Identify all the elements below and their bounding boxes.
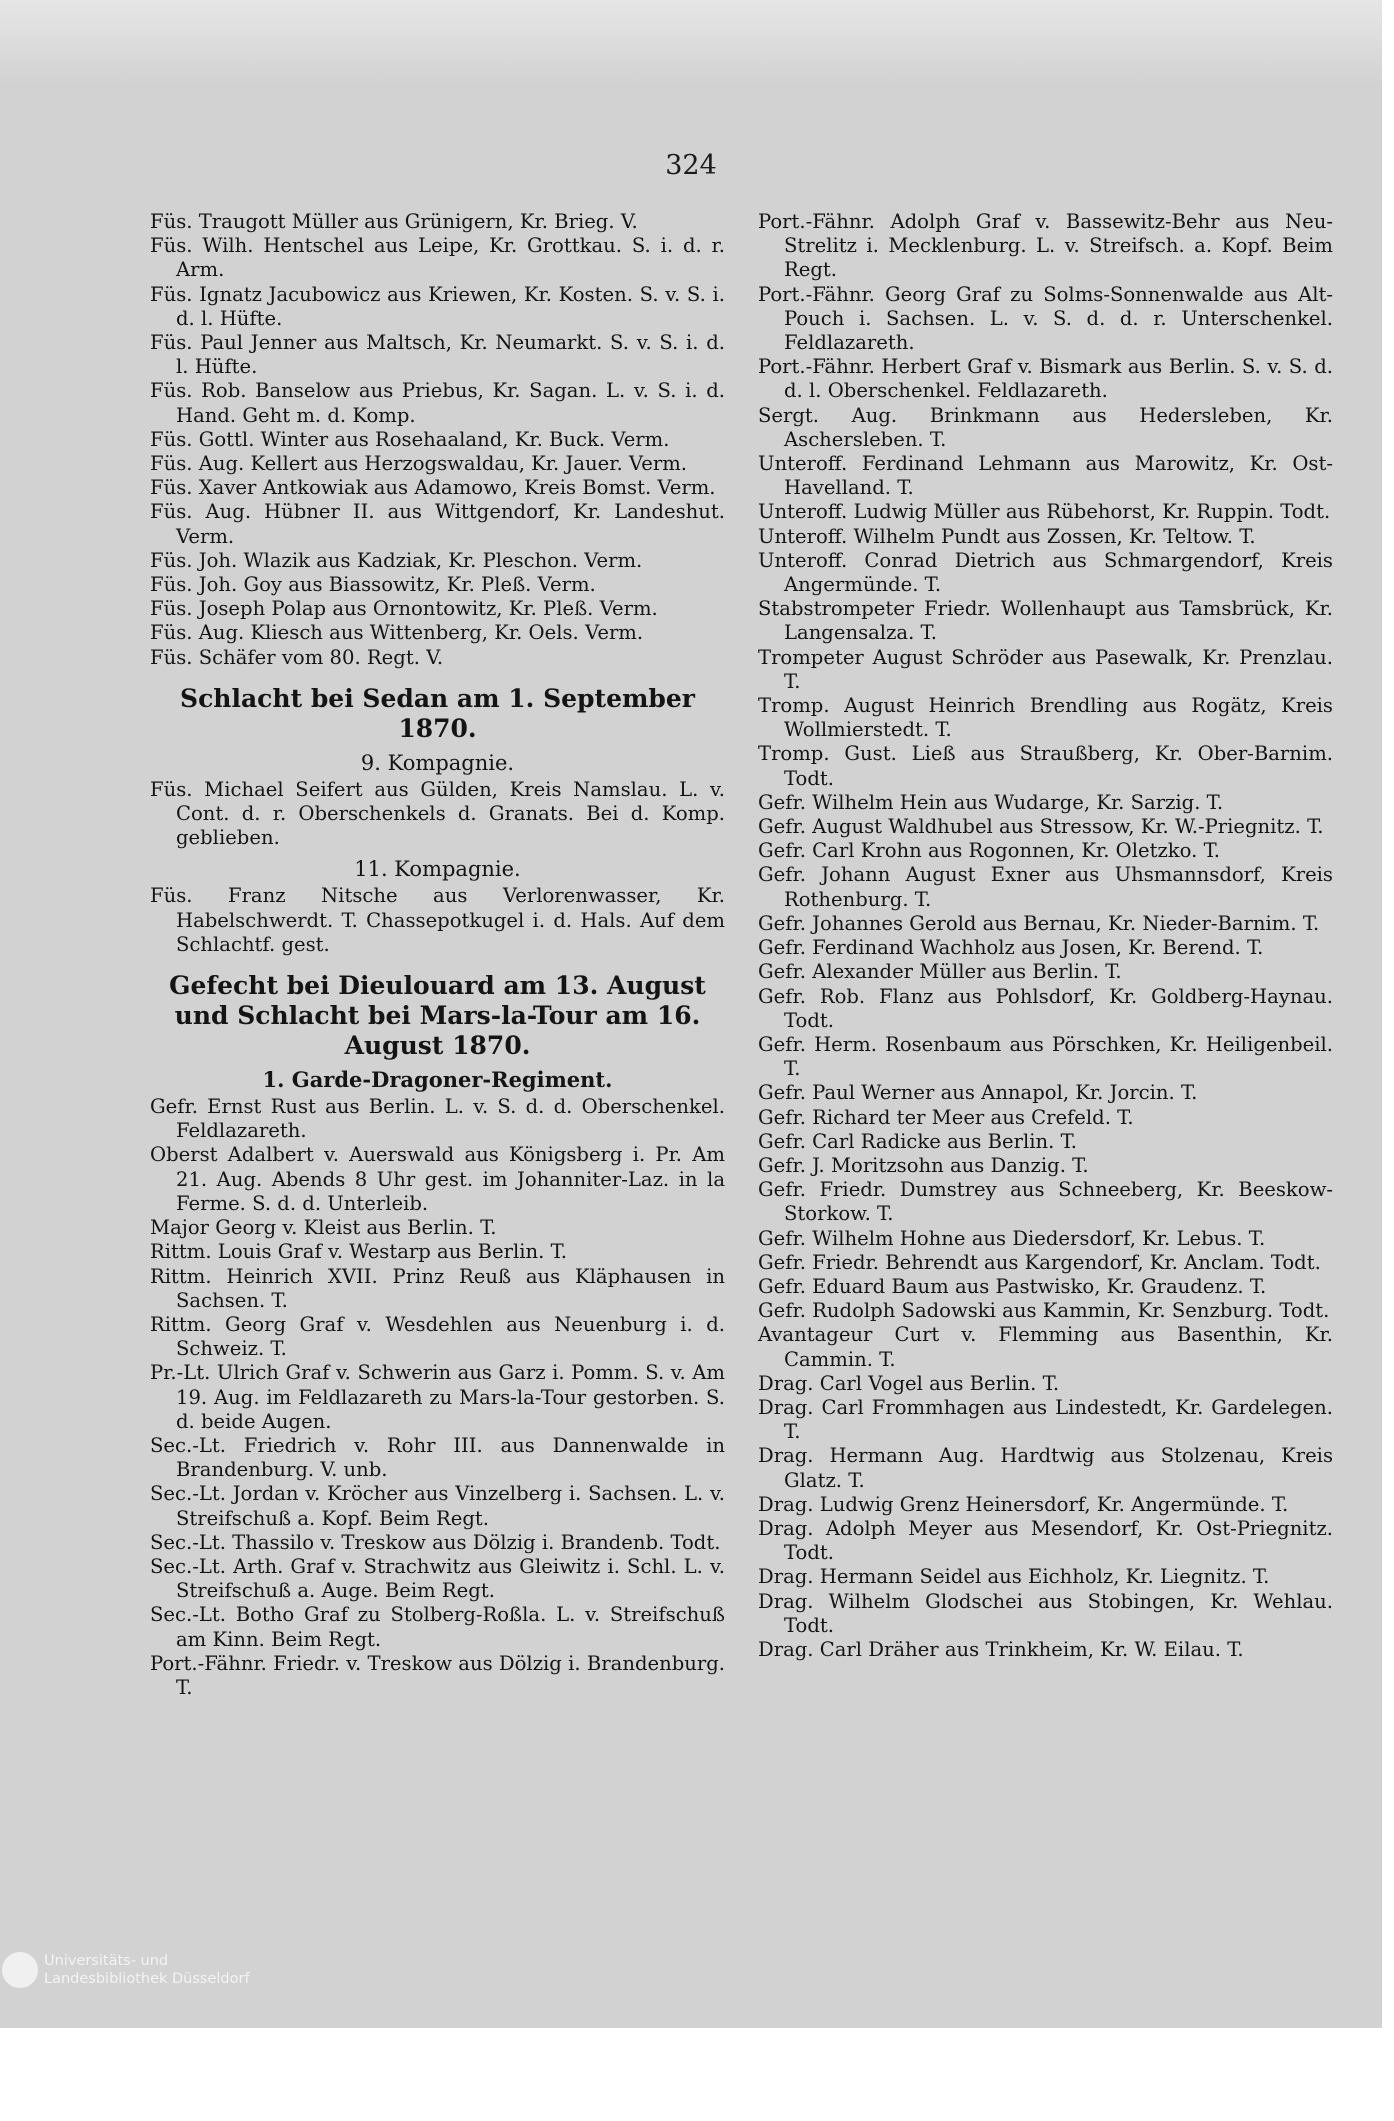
casualty-entry: Gefr. Friedr. Behrendt aus Kargendorf, Kr. Anclam. Todt. bbox=[758, 1250, 1321, 1274]
unit-subheading: 9. Kompagnie. bbox=[360, 750, 515, 775]
casualty-entry: Gefr. Ernst Rust aus Berlin. L. v. S. d. d. Oberschenkel. Feldlazareth. bbox=[150, 1095, 725, 1143]
casualty-entry: Unteroff. Wilhelm Pundt aus Zossen, Kr. Teltow. T. bbox=[758, 524, 1256, 548]
casualty-entry: Trompeter August Schröder aus Pasewalk, Kr. Prenzlau. T. bbox=[758, 645, 1333, 693]
casualty-entry: Rittm. Louis Graf v. Westarp aus Berlin. T. bbox=[150, 1240, 568, 1264]
casualty-entry: Unteroff. Ludwig Müller aus Rübehorst, Kr. Ruppin. Todt. bbox=[758, 500, 1331, 524]
casualty-entry: Füs. Gottl. Winter aus Rosehaaland, Kr. Buck. Verm. bbox=[150, 427, 670, 451]
casualty-entry: Drag. Hermann Aug. Hardtwig aus Stolzenau, Kreis Glatz. T. bbox=[758, 1444, 1333, 1492]
casualty-entry: Gefr. Richard ter Meer aus Crefeld. T. bbox=[758, 1105, 1134, 1129]
casualty-entry: Tromp. August Heinrich Brendling aus Rogätz, Kreis Wollmierstedt. T. bbox=[758, 694, 1333, 742]
casualty-entry: Drag. Carl Frommhagen aus Lindestedt, Kr. Gardelegen. T. bbox=[758, 1395, 1333, 1444]
library-name-line2: Landesbibliothek Düsseldorf bbox=[44, 1971, 250, 1987]
casualty-entry: Sec.-Lt. Arth. Graf v. Strachwitz aus Gleiwitz i. Schl. L. v. Streifschuß a. Auge. Beim Regt. bbox=[150, 1554, 725, 1603]
casualty-entry: Gefr. Carl Krohn aus Rogonnen, Kr. Oletzko. T. bbox=[758, 839, 1220, 863]
casualty-entry: Gefr. Carl Radicke aus Berlin. T. bbox=[758, 1129, 1078, 1153]
library-name-line1: Universitäts- und bbox=[44, 1953, 169, 1969]
casualty-entry: Füs. Traugott Müller aus Grünigern, Kr. Brieg. V. bbox=[150, 210, 638, 233]
casualty-entry: Port.-Fähnr. Georg Graf zu Solms-Sonnenwalde aus Alt-Pouch i. Sachsen. L. v. S. d. d. r. Unterschenkel. Feldlazareth. bbox=[758, 282, 1333, 355]
casualty-entry: Gefr. August Waldhubel aus Stressow, Kr. W.-Priegnitz. T. bbox=[758, 815, 1324, 839]
casualty-entry: Gefr. Johann August Exner aus Uhsmannsdorf, Kreis Rothenburg. T. bbox=[758, 863, 1333, 911]
casualty-entry: Pr.-Lt. Ulrich Graf v. Schwerin aus Garz i. Pomm. S. v. Am 19. Aug. im Feldlazareth zu Mars-la-Tour gestorben. S. d. beide Augen. bbox=[150, 1361, 725, 1433]
casualty-entry: Füs. Franz Nitsche aus Verlorenwasser, Kr. Habelschwerdt. T. Chassepotkugel i. d. Hals. Auf dem Schlachtf. gest. bbox=[150, 884, 725, 956]
casualty-entry: Sec.-Lt. Thassilo v. Treskow aus Dölzig i. Brandenb. Todt. bbox=[150, 1530, 721, 1554]
casualty-entry: Gefr. J. Moritzsohn aus Danzig. T. bbox=[758, 1153, 1089, 1177]
casualty-entry: Füs. Joseph Polap aus Ornontowitz, Kr. Pleß. Verm. bbox=[150, 597, 658, 621]
casualty-entry: Gefr. Johannes Gerold aus Bernau, Kr. Nieder-Barnim. T. bbox=[758, 911, 1320, 935]
casualty-entry: Füs. Joh. Goy aus Biassowitz, Kr. Pleß. Verm. bbox=[150, 573, 596, 597]
casualty-entry: Gefr. Eduard Baum aus Pastwisko, Kr. Graudenz. T. bbox=[758, 1274, 1267, 1298]
right-column bbox=[758, 210, 1333, 1662]
casualty-entry: Gefr. Friedr. Dumstrey aus Schneeberg, Kr. Beeskow-Storkow. T. bbox=[758, 1178, 1333, 1226]
casualty-entry: Drag. Ludwig Grenz Heinersdorf, Kr. Angermünde. T. bbox=[758, 1492, 1289, 1516]
casualty-entry: Drag. Hermann Seidel aus Eichholz, Kr. Liegnitz. T. bbox=[758, 1565, 1270, 1589]
casualty-entry: Füs. Rob. Banselow aus Priebus, Kr. Sagan. L. v. S. i. d. Hand. Geht m. d. Komp. bbox=[150, 379, 725, 427]
casualty-entry: Rittm. Georg Graf v. Wesdehlen aus Neuenburg i. d. Schweiz. T. bbox=[150, 1312, 725, 1361]
page-number: 324 bbox=[665, 150, 717, 181]
casualty-entry: Port.-Fähnr. Herbert Graf v. Bismark aus Berlin. S. v. S. d. d. l. Oberschenkel. Feldlazareth. bbox=[758, 355, 1333, 403]
casualty-entry: Drag. Carl Vogel aus Berlin. T. bbox=[758, 1371, 1060, 1395]
library-name bbox=[44, 1952, 250, 1988]
unit-subheading: 1. Garde-Dragoner-Regiment. bbox=[262, 1067, 613, 1093]
casualty-entry: Füs. Aug. Kellert aus Herzogswaldau, Kr. Jauer. Verm. bbox=[150, 452, 688, 476]
ulb-logo-icon bbox=[2, 1952, 38, 1988]
casualty-entry: Sec.-Lt. Jordan v. Kröcher aus Vinzelberg i. Sachsen. L. v. Streifschuß a. Kopf. Beim Regt. bbox=[150, 1482, 725, 1530]
casualty-entry: Füs. Joh. Wlazik aus Kadziak, Kr. Pleschon. Verm. bbox=[150, 548, 643, 572]
left-column bbox=[150, 210, 725, 1700]
casualty-entry: Avantageur Curt v. Flemming aus Basenthin, Kr. Cammin. T. bbox=[758, 1323, 1333, 1371]
casualty-entry: Gefr. Paul Werner aus Annapol, Kr. Jorcin. T. bbox=[758, 1081, 1198, 1105]
casualty-entry: Unteroff. Ferdinand Lehmann aus Marowitz, Kr. Ost-Havelland. T. bbox=[758, 452, 1333, 500]
casualty-entry: Füs. Michael Seifert aus Gülden, Kreis Namslau. L. v. Cont. d. r. Oberschenkels d. Granats. Bei d. Komp. geblieben. bbox=[150, 777, 725, 850]
library-watermark bbox=[0, 1952, 250, 1988]
casualty-entry: Gefr. Herm. Rosenbaum aus Pörschken, Kr. Heiligenbeil. T. bbox=[758, 1032, 1333, 1081]
casualty-entry: Sergt. Aug. Brinkmann aus Hedersleben, Kr. Aschersleben. T. bbox=[758, 403, 1333, 451]
casualty-entry: Füs. Paul Jenner aus Maltsch, Kr. Neumarkt. S. v. S. i. d. l. Hüfte. bbox=[150, 331, 725, 379]
casualty-entry: Sec.-Lt. Botho Graf zu Stolberg-Roßla. L. v. Streifschuß am Kinn. Beim Regt. bbox=[150, 1603, 725, 1651]
casualty-entry: Füs. Wilh. Hentschel aus Leipe, Kr. Grottkau. S. i. d. r. Arm. bbox=[150, 234, 725, 282]
casualty-entry: Major Georg v. Kleist aus Berlin. T. bbox=[150, 1216, 497, 1240]
section-heading: Schlacht bei Sedan am 1. September 1870. bbox=[180, 683, 695, 743]
casualty-entry: Drag. Adolph Meyer aus Mesendorf, Kr. Ost-Priegnitz. Todt. bbox=[758, 1516, 1333, 1565]
casualty-entry: Gefr. Rob. Flanz aus Pohlsdorf, Kr. Goldberg-Haynau. Todt. bbox=[758, 984, 1333, 1032]
casualty-entry: Oberst Adalbert v. Auerswald aus Königsberg i. Pr. Am 21. Aug. Abends 8 Uhr gest. im Johanniter-Laz. in la Ferme. S. d. d. Unterleib. bbox=[150, 1143, 725, 1215]
casualty-entry: Gefr. Rudolph Sadowski aus Kammin, Kr. Senzburg. Todt. bbox=[758, 1299, 1330, 1323]
unit-subheading: 11. Kompagnie. bbox=[354, 857, 521, 882]
casualty-entry: Port.-Fähnr. Adolph Graf v. Bassewitz-Behr aus Neu-Strelitz i. Mecklenburg. L. v. Streifsch. a. Kopf. Beim Regt. bbox=[758, 210, 1333, 282]
casualty-entry: Füs. Xaver Antkowiak aus Adamowo, Kreis Bomst. Verm. bbox=[150, 476, 716, 500]
casualty-entry: Füs. Aug. Hübner II. aus Wittgendorf, Kr. Landeshut. Verm. bbox=[150, 500, 725, 548]
casualty-entry: Rittm. Heinrich XVII. Prinz Reuß aus Kläphausen in Sachsen. T. bbox=[150, 1264, 725, 1312]
casualty-entry: Port.-Fähnr. Friedr. v. Treskow aus Dölzig i. Brandenburg. T. bbox=[150, 1651, 725, 1699]
casualty-entry: Stabstrompeter Friedr. Wollenhaupt aus Tamsbrück, Kr. Langensalza. T. bbox=[758, 597, 1333, 645]
casualty-entry: Gefr. Ferdinand Wachholz aus Josen, Kr. Berend. T. bbox=[758, 936, 1264, 960]
section-heading: Gefecht bei Dieulouard am 13. August und Schlacht bei Mars-la-Tour am 16. August 1870. bbox=[169, 971, 706, 1061]
casualty-entry: Gefr. Wilhelm Hohne aus Diedersdorf, Kr. Lebus. T. bbox=[758, 1226, 1266, 1250]
casualty-entry: Füs. Aug. Kliesch aus Wittenberg, Kr. Oels. Verm. bbox=[150, 621, 644, 645]
casualty-entry: Füs. Schäfer vom 80. Regt. V. bbox=[150, 645, 444, 669]
casualty-entry: Drag. Carl Dräher aus Trinkheim, Kr. W. Eilau. T. bbox=[758, 1637, 1244, 1661]
casualty-entry: Gefr. Alexander Müller aus Berlin. T. bbox=[758, 960, 1122, 984]
page-top-shade bbox=[0, 0, 1382, 86]
casualty-entry: Füs. Ignatz Jacubowicz aus Kriewen, Kr. Kosten. S. v. S. i. d. l. Hüfte. bbox=[150, 282, 725, 330]
casualty-entry: Tromp. Gust. Ließ aus Straußberg, Kr. Ober-Barnim. Todt. bbox=[758, 742, 1333, 790]
casualty-entry: Gefr. Wilhelm Hein aus Wudarge, Kr. Sarzig. T. bbox=[758, 790, 1224, 814]
casualty-entry: Sec.-Lt. Friedrich v. Rohr III. aus Dannenwalde in Brandenburg. V. unb. bbox=[150, 1433, 725, 1482]
casualty-entry: Unteroff. Conrad Dietrich aus Schmargendorf, Kreis Angermünde. T. bbox=[758, 548, 1333, 597]
casualty-entry: Drag. Wilhelm Glodschei aus Stobingen, Kr. Wehlau. Todt. bbox=[758, 1589, 1333, 1637]
